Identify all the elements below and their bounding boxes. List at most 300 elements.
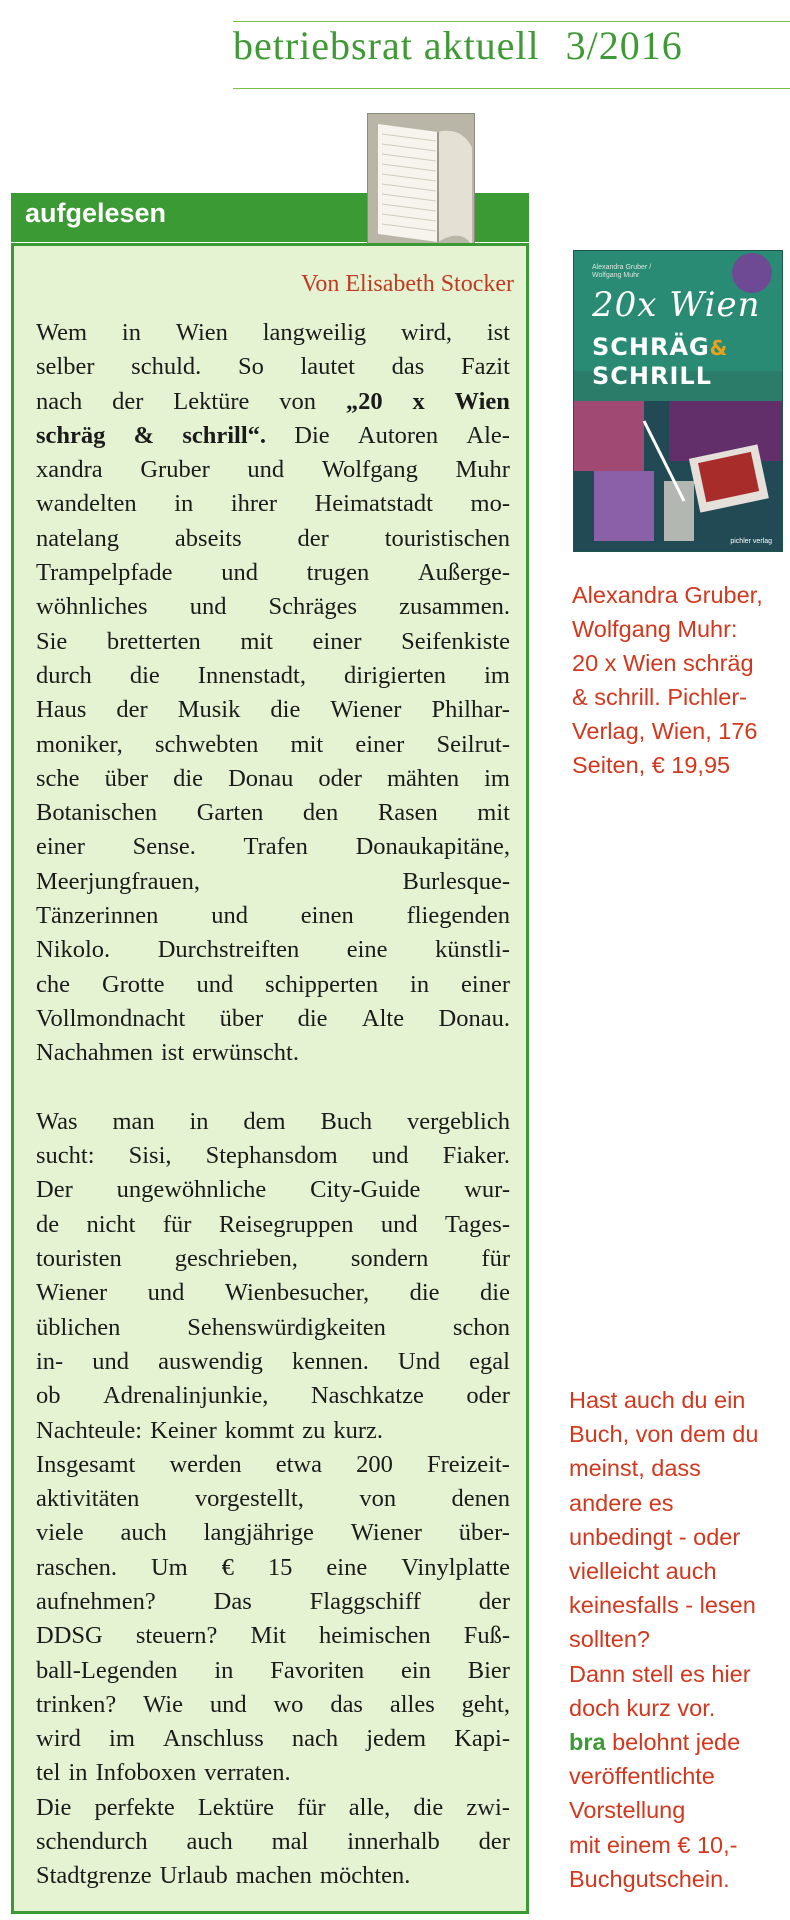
article-word: Kapi- bbox=[454, 1725, 510, 1753]
article-word: das bbox=[330, 1690, 363, 1718]
article-word: Die bbox=[294, 421, 330, 449]
article-word: und bbox=[209, 1690, 247, 1718]
article-word: schwebten bbox=[154, 730, 259, 758]
article-word: Alte bbox=[361, 1004, 405, 1032]
article-word: Muhr bbox=[455, 456, 510, 484]
article-line bbox=[36, 1345, 510, 1379]
article-word: dirigierten bbox=[344, 661, 447, 689]
article-word: künstli- bbox=[435, 936, 510, 964]
article-line bbox=[36, 1414, 510, 1448]
article-word: Wien bbox=[175, 319, 228, 346]
article-word: de bbox=[36, 1210, 60, 1238]
article-line bbox=[36, 1002, 510, 1036]
book-cover-image bbox=[573, 250, 783, 552]
article-word: wöhnliches bbox=[36, 593, 148, 621]
article-word: Heimatstadt bbox=[314, 490, 433, 518]
article-word: eine bbox=[326, 1553, 368, 1581]
article-word: moniker, bbox=[36, 730, 123, 758]
article-word: wird, bbox=[400, 319, 453, 346]
article-word: und bbox=[371, 1142, 409, 1170]
article-word: Buch bbox=[320, 1107, 373, 1135]
article-word: Stadtgrenze bbox=[36, 1862, 152, 1890]
article-word: die bbox=[129, 661, 160, 689]
article-line bbox=[36, 1173, 510, 1207]
cta-line: Buchgutschein. bbox=[569, 1865, 730, 1892]
article-line bbox=[36, 1722, 510, 1756]
article-word: langjährige bbox=[203, 1519, 314, 1547]
article-word: über- bbox=[458, 1519, 510, 1547]
article-word: den bbox=[302, 799, 339, 827]
article-word: Fazit bbox=[460, 353, 510, 381]
article-word: Garten bbox=[196, 799, 264, 827]
cover-title-line1: 20x Wien bbox=[592, 285, 761, 325]
article-line bbox=[36, 1654, 510, 1688]
cta-line: meinst, dass bbox=[569, 1455, 701, 1482]
article-word: schräg bbox=[36, 421, 106, 449]
article-word: raschen. bbox=[36, 1553, 117, 1581]
article-line bbox=[36, 659, 510, 693]
article-word: heimischen bbox=[319, 1622, 431, 1650]
article-word: wo bbox=[273, 1690, 304, 1718]
article-word: möchten. bbox=[319, 1862, 411, 1890]
article-word: mo- bbox=[470, 490, 510, 518]
article-word: oder bbox=[466, 1382, 510, 1410]
article-word: und bbox=[189, 593, 227, 621]
article-line bbox=[36, 933, 510, 967]
article-word: 15 bbox=[267, 1553, 293, 1581]
cta-line: Hast auch du ein bbox=[569, 1387, 746, 1413]
article-word: abseits bbox=[174, 524, 242, 552]
article-word: bretterten bbox=[106, 627, 201, 655]
article-word: Nachahmen bbox=[36, 1039, 153, 1067]
article-word: Trafen bbox=[243, 833, 308, 861]
article-line bbox=[36, 1825, 510, 1859]
article-word: Was bbox=[36, 1107, 78, 1135]
article-word: schipperten bbox=[265, 970, 379, 998]
article-word: ist bbox=[161, 1039, 185, 1067]
article-word: sucht: bbox=[36, 1142, 95, 1170]
article-word: von bbox=[279, 387, 317, 415]
article-word: Das bbox=[213, 1587, 252, 1615]
article-word: in bbox=[214, 1656, 234, 1684]
article-word: Lektüre bbox=[173, 387, 250, 415]
article-word: natelang bbox=[36, 524, 119, 552]
article-word: Sehenswürdigkeiten bbox=[187, 1313, 386, 1341]
cta-line: doch kurz vor. bbox=[569, 1694, 716, 1721]
article-word: Philhar- bbox=[431, 696, 510, 724]
article-word: mal bbox=[271, 1828, 309, 1856]
article-line bbox=[36, 1036, 510, 1070]
article-word: Meerjungfrauen, bbox=[36, 867, 200, 895]
article-word: kommt bbox=[224, 1416, 295, 1444]
article-word: mit bbox=[290, 730, 324, 758]
article-word: Sie bbox=[36, 627, 68, 655]
article-word: Botanischen bbox=[36, 799, 158, 827]
article-line bbox=[36, 556, 510, 590]
article-word: zwi- bbox=[466, 1793, 510, 1821]
article-word: Schräges bbox=[268, 593, 357, 621]
article-word: Favoriten bbox=[270, 1656, 365, 1684]
article-word: jedem bbox=[366, 1725, 427, 1753]
article-word: machen bbox=[235, 1862, 312, 1890]
article-line bbox=[36, 453, 510, 487]
article-word: So bbox=[237, 353, 264, 381]
cover-title-ampersand: & bbox=[709, 336, 729, 360]
article-word: mit bbox=[477, 799, 510, 827]
article-word: Wiener bbox=[350, 1519, 422, 1547]
article-word: verraten. bbox=[204, 1759, 291, 1787]
article-word: ein bbox=[401, 1656, 431, 1684]
article-word: in bbox=[174, 490, 194, 518]
article-word: in bbox=[189, 1107, 209, 1135]
caption-line: Wolfgang Muhr: bbox=[572, 616, 738, 642]
article-word: Tänzerinnen bbox=[36, 902, 159, 930]
article-word: ihrer bbox=[230, 490, 278, 518]
article-line bbox=[36, 522, 510, 556]
article-word: Freizeit- bbox=[426, 1450, 510, 1478]
article-word: von bbox=[359, 1485, 397, 1513]
article-word: ob bbox=[36, 1382, 61, 1410]
article-word: Ale- bbox=[466, 421, 510, 449]
article-line bbox=[36, 1688, 510, 1722]
article-word: ist bbox=[486, 319, 510, 346]
article-word: und bbox=[196, 970, 234, 998]
article-line bbox=[36, 693, 510, 727]
article-word: Wiener bbox=[36, 1279, 108, 1307]
article-word: nicht bbox=[86, 1210, 136, 1238]
article-word: zusammen. bbox=[399, 593, 510, 621]
cta-line: andere es bbox=[569, 1489, 674, 1516]
article-word: auch bbox=[120, 1519, 167, 1547]
article-word: der bbox=[478, 1828, 510, 1856]
cta-line: unbedingt - oder bbox=[569, 1523, 741, 1550]
article-line bbox=[36, 1482, 510, 1516]
article-word: egal bbox=[469, 1347, 510, 1375]
article-byline: Von Elisabeth Stocker bbox=[301, 271, 514, 297]
article-word: Wienbesucher, bbox=[224, 1279, 370, 1307]
article-word: Durchstreiften bbox=[157, 936, 300, 964]
article-word: und bbox=[211, 902, 248, 930]
article-line bbox=[36, 1105, 510, 1139]
article-word: Wem bbox=[36, 319, 88, 346]
article-word: über bbox=[219, 1004, 264, 1032]
article-word: Stephansdom bbox=[205, 1142, 338, 1170]
article-word: tel bbox=[36, 1759, 61, 1787]
article-word: Außerge- bbox=[417, 559, 510, 587]
article-line bbox=[36, 1242, 510, 1276]
article-word: wird bbox=[36, 1725, 81, 1753]
article-word: „20 bbox=[345, 387, 383, 415]
article-word: Die bbox=[36, 1793, 72, 1821]
article-word: x bbox=[412, 387, 425, 415]
article-word: der bbox=[297, 524, 329, 552]
article-word: in bbox=[410, 970, 430, 998]
article-word: Infoboxen bbox=[95, 1759, 197, 1787]
article-word: Fuß- bbox=[463, 1622, 510, 1650]
cta-line: Dann stell es hier bbox=[569, 1660, 751, 1687]
article-word: City-Guide bbox=[310, 1176, 421, 1204]
article-word: Anschluss bbox=[163, 1725, 264, 1753]
article-word: Rasen bbox=[377, 799, 438, 827]
article-word: DDSG bbox=[36, 1622, 103, 1650]
article-word: aufnehmen? bbox=[36, 1587, 156, 1615]
article-word: Seifenkiste bbox=[401, 627, 510, 655]
article-word: geht, bbox=[461, 1690, 510, 1718]
article-line bbox=[36, 419, 510, 453]
article-word: lautet bbox=[300, 353, 355, 381]
article-word: im bbox=[484, 764, 510, 792]
article-word: innerhalb bbox=[347, 1828, 440, 1856]
article-word: langweilig bbox=[262, 319, 367, 346]
article-word: Urlaub bbox=[159, 1862, 228, 1890]
article-line bbox=[36, 625, 510, 659]
article-word: wandelten bbox=[36, 490, 137, 518]
article-word: etwa bbox=[275, 1450, 322, 1478]
issue-number: 3/2016 bbox=[565, 23, 683, 68]
article-word: und bbox=[380, 1210, 418, 1238]
article-word: für bbox=[162, 1210, 192, 1238]
article-word: Vollmondnacht bbox=[36, 1004, 186, 1032]
article-word: selber bbox=[36, 353, 95, 381]
section-label: aufgelesen bbox=[25, 198, 167, 228]
article-word: ungewöhnliche bbox=[116, 1176, 267, 1204]
header-bottom-rule bbox=[233, 88, 790, 89]
article-line bbox=[36, 350, 510, 384]
paragraph-gap bbox=[36, 1071, 510, 1105]
article-word: geschrieben, bbox=[174, 1245, 298, 1273]
caption-line: & schrill. Pichler- bbox=[572, 684, 747, 710]
article-line bbox=[36, 728, 510, 762]
article-word: erwünscht. bbox=[192, 1039, 299, 1067]
article-line bbox=[36, 1756, 510, 1790]
article-word: zu bbox=[302, 1416, 326, 1444]
article-word: & bbox=[133, 421, 155, 449]
article-word: auswendig bbox=[158, 1347, 263, 1375]
article-word: werden bbox=[169, 1450, 242, 1478]
article-word: alle, bbox=[348, 1793, 391, 1821]
brand-name: bra bbox=[569, 1729, 606, 1756]
article-word: viele bbox=[36, 1519, 84, 1547]
publication-header bbox=[233, 22, 790, 69]
article-word: Gruber bbox=[140, 456, 210, 484]
article-word: durch bbox=[36, 661, 92, 689]
cover-publisher: pichler verlag bbox=[730, 538, 772, 545]
article-line bbox=[36, 1551, 510, 1585]
article-body bbox=[36, 316, 510, 1894]
article-word: che bbox=[36, 970, 70, 998]
article-word: schon bbox=[452, 1313, 510, 1341]
cta-line: keinesfalls - lesen bbox=[569, 1592, 756, 1619]
article-word: touristischen bbox=[384, 524, 510, 552]
article-word: Autoren bbox=[357, 421, 439, 449]
article-word: für bbox=[297, 1793, 326, 1821]
article-line bbox=[36, 1276, 510, 1310]
cta-line: mit einem € 10,- bbox=[569, 1831, 738, 1858]
article-line bbox=[36, 865, 510, 899]
article-word: Tages- bbox=[445, 1210, 510, 1238]
cta-line: Buch, von dem du bbox=[569, 1421, 759, 1448]
article-word: Vinylplatte bbox=[401, 1553, 510, 1581]
article-word: xandra bbox=[36, 456, 103, 484]
article-word: Bier bbox=[467, 1656, 510, 1684]
call-to-action bbox=[569, 1383, 784, 1896]
article-word: denen bbox=[451, 1485, 510, 1513]
article-word: sondern bbox=[350, 1245, 429, 1273]
article-word: Insgesamt bbox=[36, 1450, 136, 1478]
article-word: man bbox=[112, 1107, 155, 1135]
article-word: Und bbox=[397, 1347, 441, 1375]
article-line bbox=[36, 1585, 510, 1619]
article-word: Wie bbox=[143, 1690, 183, 1718]
article-word: Burlesque- bbox=[402, 867, 510, 895]
article-word: im bbox=[109, 1725, 135, 1753]
article-word: Sense. bbox=[132, 833, 196, 861]
article-word: dem bbox=[243, 1107, 286, 1135]
article-word: der bbox=[116, 696, 148, 724]
cta-line: vielleicht auch bbox=[569, 1558, 717, 1585]
article-line bbox=[36, 1516, 510, 1550]
article-word: vergeblich bbox=[407, 1107, 510, 1135]
article-line bbox=[36, 968, 510, 1002]
article-word: Donaukapitäne, bbox=[355, 833, 510, 861]
article-line bbox=[36, 1139, 510, 1173]
article-word: mähten bbox=[386, 764, 460, 792]
cta-line: sollten? bbox=[569, 1626, 650, 1653]
article-word: ball-Legenden bbox=[36, 1656, 178, 1684]
article-line bbox=[36, 385, 510, 419]
cta-brand-text: belohnt jede bbox=[605, 1729, 741, 1756]
article-word: einer bbox=[36, 833, 85, 861]
book-caption bbox=[572, 578, 784, 782]
cover-authors: Alexandra Gruber / Wolfgang Muhr bbox=[592, 264, 652, 279]
article-word: 200 bbox=[356, 1450, 393, 1478]
article-line bbox=[36, 1791, 510, 1825]
article-word: Naschkatze bbox=[310, 1382, 424, 1410]
article-word: Der bbox=[36, 1176, 73, 1204]
cta-brand-line bbox=[569, 1725, 784, 1759]
article-word: trinken? bbox=[36, 1690, 117, 1718]
cta-line: Vorstellung bbox=[569, 1797, 686, 1824]
article-word: trugen bbox=[306, 559, 370, 587]
article-word: fliegenden bbox=[406, 902, 510, 930]
article-word: Grotte bbox=[101, 970, 165, 998]
article-word: Keiner bbox=[150, 1416, 217, 1444]
article-line bbox=[36, 487, 510, 521]
article-word: die bbox=[413, 1793, 444, 1821]
article-word: alles bbox=[389, 1690, 435, 1718]
article-word: steuern? bbox=[135, 1622, 218, 1650]
article-line bbox=[36, 1859, 510, 1893]
article-line bbox=[36, 316, 510, 350]
article-word: eine bbox=[346, 936, 388, 964]
article-word: einer bbox=[461, 970, 510, 998]
publication-name: betriebsrat aktuell bbox=[233, 23, 540, 68]
article-word: die bbox=[409, 1279, 440, 1307]
article-word: nach bbox=[36, 387, 83, 415]
article-line bbox=[36, 1311, 510, 1345]
article-line bbox=[36, 1379, 510, 1413]
article-word: Sisi, bbox=[128, 1142, 172, 1170]
article-word: oder bbox=[318, 764, 362, 792]
article-word: Nachteule: bbox=[36, 1416, 143, 1444]
article-word: perfekte bbox=[94, 1793, 175, 1821]
article-word: der bbox=[112, 387, 144, 415]
article-word: für bbox=[481, 1245, 510, 1273]
article-word: Mit bbox=[250, 1622, 286, 1650]
article-word: in- bbox=[36, 1347, 64, 1375]
article-word: Wien bbox=[454, 387, 510, 415]
article-word: mit bbox=[240, 627, 273, 655]
article-word: Musik bbox=[177, 696, 241, 724]
article-word: Wolfgang bbox=[321, 456, 418, 484]
article-word: das bbox=[391, 353, 425, 381]
article-word: und bbox=[221, 559, 258, 587]
article-word: Nikolo. bbox=[36, 936, 111, 964]
article-word: Lektüre bbox=[197, 1793, 274, 1821]
article-word: die bbox=[173, 764, 204, 792]
article-word: einer bbox=[312, 627, 362, 655]
article-word: schrill“. bbox=[182, 421, 267, 449]
article-word: auch bbox=[186, 1828, 233, 1856]
article-line bbox=[36, 590, 510, 624]
cover-title-schrill: SCHRILL bbox=[592, 362, 712, 390]
cover-title-schraeg: SCHRÄG bbox=[592, 333, 710, 361]
article-word: Seilrut- bbox=[436, 730, 510, 758]
article-word: Haus bbox=[36, 696, 87, 724]
article-word: € bbox=[221, 1553, 234, 1581]
article-line bbox=[36, 830, 510, 864]
article-word: Adrenalinjunkie, bbox=[103, 1382, 269, 1410]
article-word: die bbox=[270, 696, 301, 724]
article-word: kurz. bbox=[333, 1416, 384, 1444]
article-word: Fiaker. bbox=[442, 1142, 510, 1170]
article-word: sche bbox=[36, 764, 80, 792]
article-word: im bbox=[484, 661, 510, 689]
caption-line: Verlag, Wien, 176 bbox=[572, 718, 758, 744]
article-word: vorgestellt, bbox=[194, 1485, 304, 1513]
article-word: Innenstadt, bbox=[197, 661, 306, 689]
cover-title-line2 bbox=[592, 333, 777, 390]
article-word: Wiener bbox=[330, 696, 402, 724]
article-word: schuld. bbox=[131, 353, 202, 381]
article-word: und bbox=[92, 1347, 130, 1375]
article-word: Donau bbox=[228, 764, 294, 792]
article-line bbox=[36, 899, 510, 933]
article-word: in bbox=[68, 1759, 88, 1787]
article-word: üblichen bbox=[36, 1313, 121, 1341]
article-word: Reisegruppen bbox=[218, 1210, 354, 1238]
caption-line: 20 x Wien schräg bbox=[572, 650, 754, 676]
article-word: nach bbox=[291, 1725, 339, 1753]
article-line bbox=[36, 1208, 510, 1242]
article-word: über bbox=[104, 764, 149, 792]
article-word: wur- bbox=[464, 1176, 510, 1204]
article-line bbox=[36, 762, 510, 796]
article-word: die bbox=[297, 1004, 328, 1032]
article-line bbox=[36, 1448, 510, 1482]
article-word: und bbox=[147, 1279, 185, 1307]
article-word: schendurch bbox=[36, 1828, 148, 1856]
article-word: Um bbox=[150, 1553, 188, 1581]
article-word: aktivitäten bbox=[36, 1485, 140, 1513]
article-word: Trampelpfade bbox=[36, 559, 173, 587]
article-line bbox=[36, 796, 510, 830]
article-word: einer bbox=[355, 730, 405, 758]
article-word: touristen bbox=[36, 1245, 122, 1273]
article-word: einen bbox=[300, 902, 354, 930]
article-word: Flaggschiff bbox=[309, 1587, 421, 1615]
caption-line: Alexandra Gruber, bbox=[572, 582, 763, 608]
